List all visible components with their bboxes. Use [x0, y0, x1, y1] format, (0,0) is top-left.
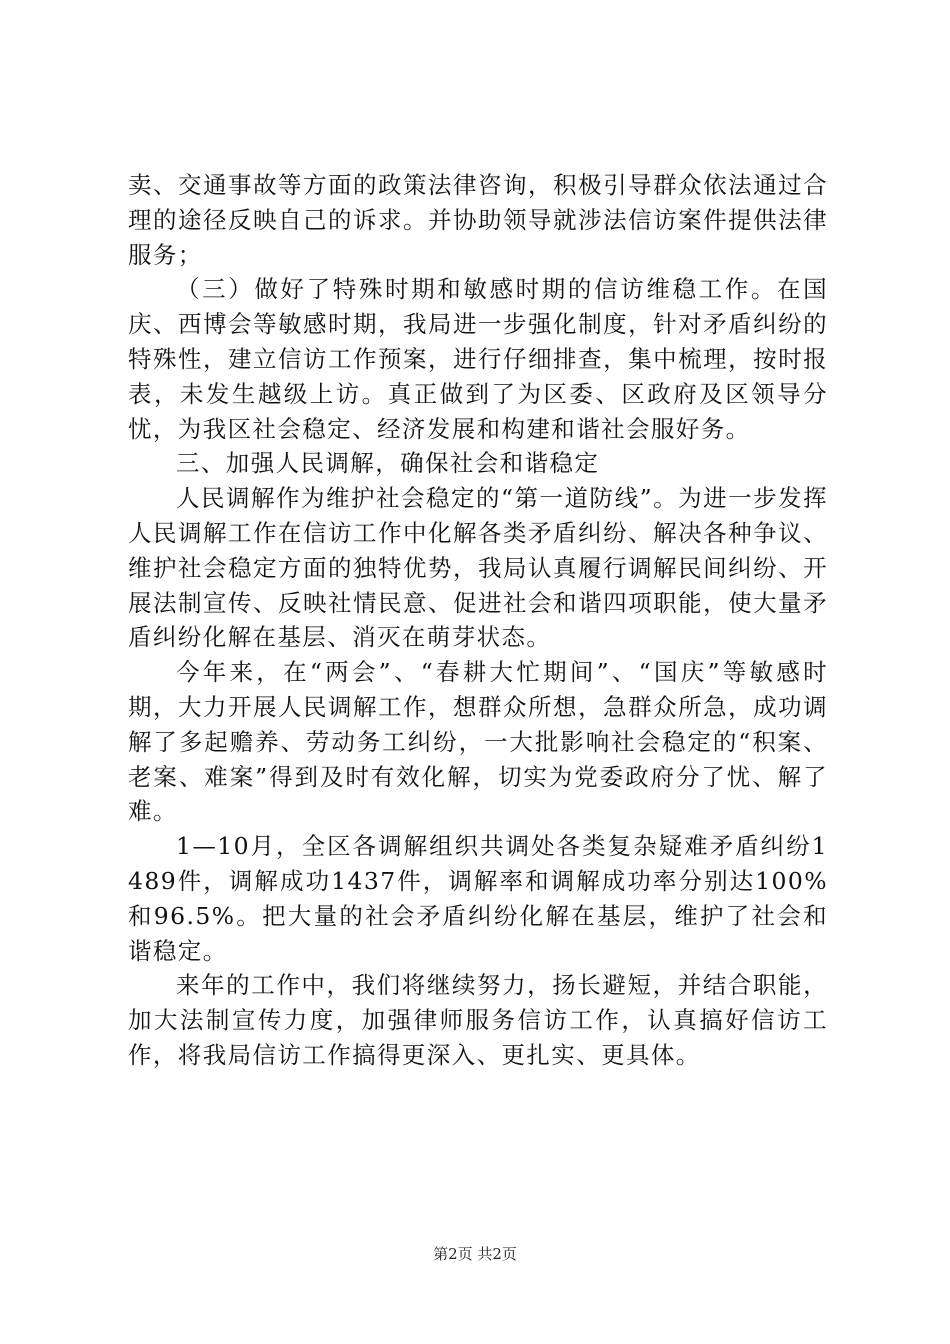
- paragraph-statistics: 1—10月，全区各调解组织共调处各类复杂疑难矛盾纠纷1489件，调解成功1437件，调解率和调解成功率分别达100%和96.5%。把大量的社会矛盾纠纷化解在基层，维护了社会和谐稳定。: [128, 832, 828, 965]
- document-body: [128, 168, 828, 1073]
- paragraph-next-year: 来年的工作中，我们将继续努力，扬长避短，并结合职能，加大法制宣传力度，加强律师服务信访工作，认真搞好信访工作，将我局信访工作搞得更深入、更扎实、更具体。: [128, 971, 828, 1069]
- paragraph-continuation: 卖、交通事故等方面的政策法律咨询，积极引导群众依法通过合理的途径反映自己的诉求。并协助领导就涉法信访案件提供法律服务；: [128, 171, 828, 269]
- paragraph-mediation-intro: 人民调解作为维护社会稳定的“第一道防线”。为进一步发挥人民调解工作在信访工作中化解各类矛盾纠纷、解决各种争议、维护社会稳定方面的独特优势，我局认真履行调解民间纠纷、开展法制宣传、反映社情民意、促进社会和谐四项职能，使大量矛盾纠纷化解在基层、消灭在萌芽状态。: [128, 484, 828, 652]
- section-heading: 三、加强人民调解，确保社会和谐稳定: [176, 449, 600, 478]
- paragraph-special-period: （三）做好了特殊时期和敏感时期的信访维稳工作。在国庆、西博会等敏感时期，我局进一步强化制度，针对矛盾纠纷的特殊性，建立信访工作预案，进行仔细排查，集中梳理，按时报表，未发生越级上访。真正做到了为区委、区政府及区领导分忧，为我区社会稳定、经济发展和构建和谐社会服好务。: [128, 275, 828, 443]
- page-footer: 第2页 共2页: [433, 1245, 517, 1263]
- paragraph-this-year: 今年来，在“两会”、“春耕大忙期间”、“国庆”等敏感时期，大力开展人民调解工作，想群众所想，急群众所急，成功调解了多起赡养、劳动务工纠纷，一大批影响社会稳定的“积案、老案、难案”得到及时有效化解，切实为党委政府分了忧、解了难。: [128, 658, 828, 826]
